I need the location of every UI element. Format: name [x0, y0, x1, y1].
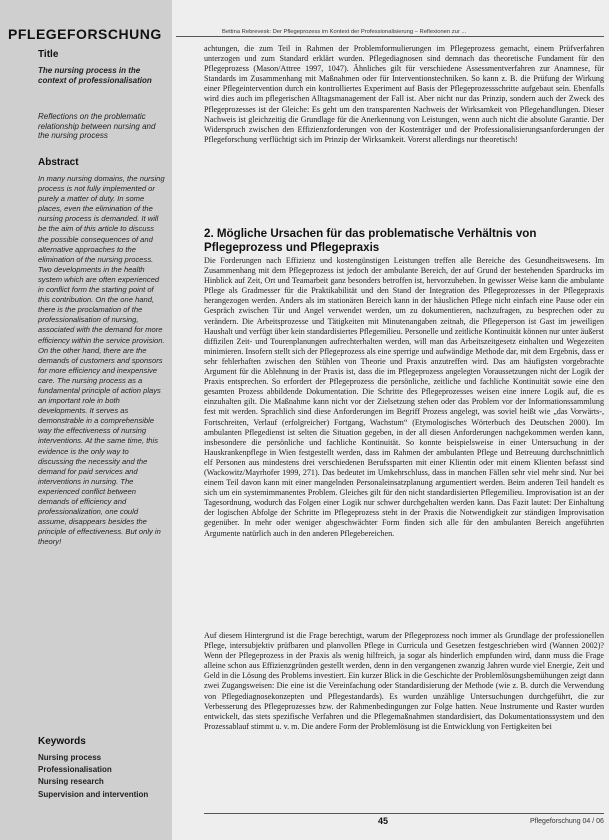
keyword-item: Nursing research: [38, 777, 104, 787]
running-head: Bettina Rebrevesk: Der Pflegeprozess im Kontext der Professionalisierung – Reflexionen zur ...: [222, 29, 467, 35]
page-number: 45: [378, 816, 389, 826]
keyword-item: Nursing process: [38, 753, 102, 762]
title-heading: Title: [38, 49, 59, 60]
english-subtitle: Reflections on the problematic relationship between nursing and the nursing process: [38, 112, 156, 140]
header-rule: [176, 36, 604, 37]
journal-logo: PFLEGEFORSCHUNG: [8, 26, 162, 42]
abstract-text: In many nursing domains, the nursing process is not fully implemented or purely a matter of duty. In some places, even the elimination of the nursing process is demanded. It will be the aim of this article to discuss the possible consequences of and alternative approaches to the elimination of the nursing process. Two developments in the health system which are often experienced in conflict form the starting point of this contribution. On the one hand, there is the proclamation of the professionalisation of nursing, associated with the demand for more efficiency within the service provision. On the other hand, there are the demands of customers and sponsors for more efficiency and inexpensive care. The nursing process as a fundamental principle of action plays an important role in both developments. It serves as demonstrable in a comprehensible way the effectiveness of nursing interventions. At the same time, this evidence is the only way to discussing the necessity and the demand for paid services and interventions in nursing. The experienced conflict between demands of efficiency and professionalization, one could assume, disappears besides the principle of effectiveness. But only in theory!: [38, 174, 165, 547]
article-paragraph-1: achtungen, die zum Teil in Rahmen der Problemformulierungen im Pflegeprozess gemacht, einem Prüfverfahren unterzogen und zum Standard erklärt wurden. Pflegediagnosen sind demnach das theoretische Fundament für den Pflegeprozess (Mason/Attree 1997, 1047). Ähnliches gilt für verschiedene Assessmentverfahren zur Anamnese, für Standards im Zusammenhang mit Maßnahmen oder für Interventionstechniken. So kann z. B. die Prüfung der Wirkung einer Pflegeintervention durch ein kontrolliertes Experiment auf Basis der Pflegeprozessschritte aufgebaut sein. Ebenfalls wird dies auch im pflegerischen Alltagsmanagement der Fall ist. Aber nicht nur das Prinzip, sondern auch der Zweck des Pflegeprozesses ist der Gleiche: Es geht um den transparenten Nachweis der Wirksamkeit von Pflegehandlungen. Dieser Nachweis ist gleichzeitig die Grundlage für die Anerkennung von Leistungen, wenn auch nicht die absolute Garantie. Der Widerspruch zwischen den Effizienzforderungen von der Kostenträger und der Professionalisierungsanforderungen der Pflegeforschung verflüchtigt sich im Prinzip der Wirksamkeit. Vorerst allerdings nur theoretisch!: [204, 44, 604, 144]
keyword-item: Professionalisation: [38, 765, 112, 775]
article-paragraph-2: Die Forderungen nach Effizienz und kostengünstigen Leistungen treffen alle Bereiche des Gesundheitswesens. Im Zusammenhang mit dem Pflegeprozess ist jedoch der ambulante Bereich, der auf Grund der bestehenden Spardrucks im Hinblick auf Zeit, Ort und Teamarbeit ganz besonders betroffen ist, hervorzuheben. In gewisser Weise kann die ambulante Pflege als Gradmesser für die Praktikabilität und den Stand der Integration des Pflegeprozesses in der Pflegepraxis herangezogen werden. Anders als im stationären Bereich kann in der häuslichen Pflege nicht einfach eine Pause oder ein Gespräch zwischen Tür und Angel verwendet werden, um zu dokumentieren, nachzufragen, zu besprechen oder zu verändern. Die Arbeitsprozesse und Tätigkeiten mit Minutenangaben zeitnah, die Pflegeperson ist Gast im jeweiligen Haushalt und verfügt über kein standardisiertes Pflegemilieu. Personelle und zeitliche Kontinuität können nur unter äußerst diffizilen Zeit- und Tourenplanungen aufrechterhalten werden, will man das Arbeitszeitgesetz einhalten und Wegezeiten minimieren. Insofern stellt sich der Pflegeprozess als eine sperrige und aufwändige Methode dar, mit dem Ergebnis, dass er sehr fehlerhaften zwischen den Stühlen von Theorie und Praxis anzutreffen wird. Das am häufigsten vorgebrachte Argument für die Ablehnung in der Praxis ist, dass die im Pflegeprozess angelegten Voraussetzungen nicht der Logik der Praxis entsprechen. So erfordert der Pflegeprozess die persönliche, zeitliche und fachliche Kontinuität sowie eine den gesamten Prozess abbildende Dokumentation. Die Schritte des Pflegeprozesses weisen eine innere Logik auf, die es einzuhalten gilt. Die Maßnahme kann nicht vor der Zielsetzung stehen oder das Problem vor der Informationssammlung fest mit werden. Sprachlich sind diese Anforderungen im Begriff Prozess angelegt, was soviel heißt wie „das Vorwärts-, Fortschreiten, Verlauf (erfolgreicher) Fortgang, Wachstum“ (Etymologisches Wörterbuch des Deutschen 2000). Im ambulanten Pflegedienst ist selten die Situation gegeben, in der all diesen Anforderungen nachgekommen werden kann, insbesondere die persönliche und fachliche Kontinuität. So konnte beispielsweise in einer Untersuchung in der Hauskrankenpflege in Wien festgestellt werden, dass im Rahmen der ambulanten Pflege und Betreuung durchschnittlich elf Personen aus mindestens drei verschiedenen Berufssparten mit einer Klientin oder mit einem Klienten befasst sind (Wackowitz/Mayrhofer 1999, 271). Das bedeutet im Umkehrschluss, dass in manchen Fällen sehr viel mehr sind. Nur bei einem Teil davon kann mit einer mangelnden Personaleinsatzplanung argumentiert werden. Beim anderen Teil handelt es sich um ein systemimmanentes Problem. Gleiches gilt für den nicht standardisierten Pflegemilieu. Improvisation ist an der Tagesordnung, wodurch das Folgen einer Logik nur schwer durchgehalten werden kann. Das Fazit lautet: Der Einhaltung der logischen Abfolge der Schritte im Pflegeprozess steht in der Praxis die Notwendigkeit zur ständigen Improvisation gegenüber. In mehr oder weniger abgeschwächter Form finden sich alle für den ambulanten Bereich angeführten Argumente natürlich auch in den anderen Pflegebereichen.: [204, 256, 604, 538]
article-paragraph-3: Auf diesem Hintergrund ist die Frage berechtigt, warum der Pflegeprozess noch immer als Grundlage der professionellen Pflege, intersubjektiv prüfbaren und planvollen Pflege in Curricula und Gesetzen festgeschrieben wird (Wannen 2002)? Wenn der Pflegeprozess in der Praxis als wenig hilfreich, ja sogar als hinderlich empfunden wird, dann muss die Frage alleine schon aus Effizienzgründen gestellt werden, denn in den vergangenen zwanzig Jahren wurde viel Energie, Zeit und Geld in die Lösung des Problems investiert. Ein kurzer Blick in die Geschichte der Problemlösungsbemühungen zeigt dann zwei Zugangsweisen: Die eine ist die Vereinfachung oder Standardisierung der Methode (wie z. B. durch die Verwendung von Pflegediagnosekonzepten und Pflegestandards). Es wurden unzählige Untersuchungen durchgeführt, die zur Verbesserung des Pflegeprozesses bzw. der Rahmenbedingungen zur Folge hatten. Neue Instrumente und Raster wurden entwickelt, das stets spezifische Verfahren und die Pflegemaßnahmen standardisiert, das Dokumentationssystem und den Prozessablauf stimmt u. v. m. Die andere Form der Problemlösung ist die Entwicklung von Fertigkeiten bei: [204, 631, 604, 731]
english-title: The nursing process in the context of professionalisation: [38, 66, 152, 85]
abstract-heading: Abstract: [38, 157, 79, 168]
sidebar: [0, 0, 172, 840]
issue-label: Pflegeforschung 04 / 06: [530, 818, 604, 825]
keyword-item: Supervision and intervention: [38, 789, 149, 799]
keywords-list: [38, 752, 166, 801]
keywords-heading: Keywords: [38, 736, 86, 747]
section-heading: 2. Mögliche Ursachen für das problematische Verhältnis von Pflegeprozess und Pflegepraxis: [204, 226, 537, 254]
footer-rule: [204, 813, 604, 814]
